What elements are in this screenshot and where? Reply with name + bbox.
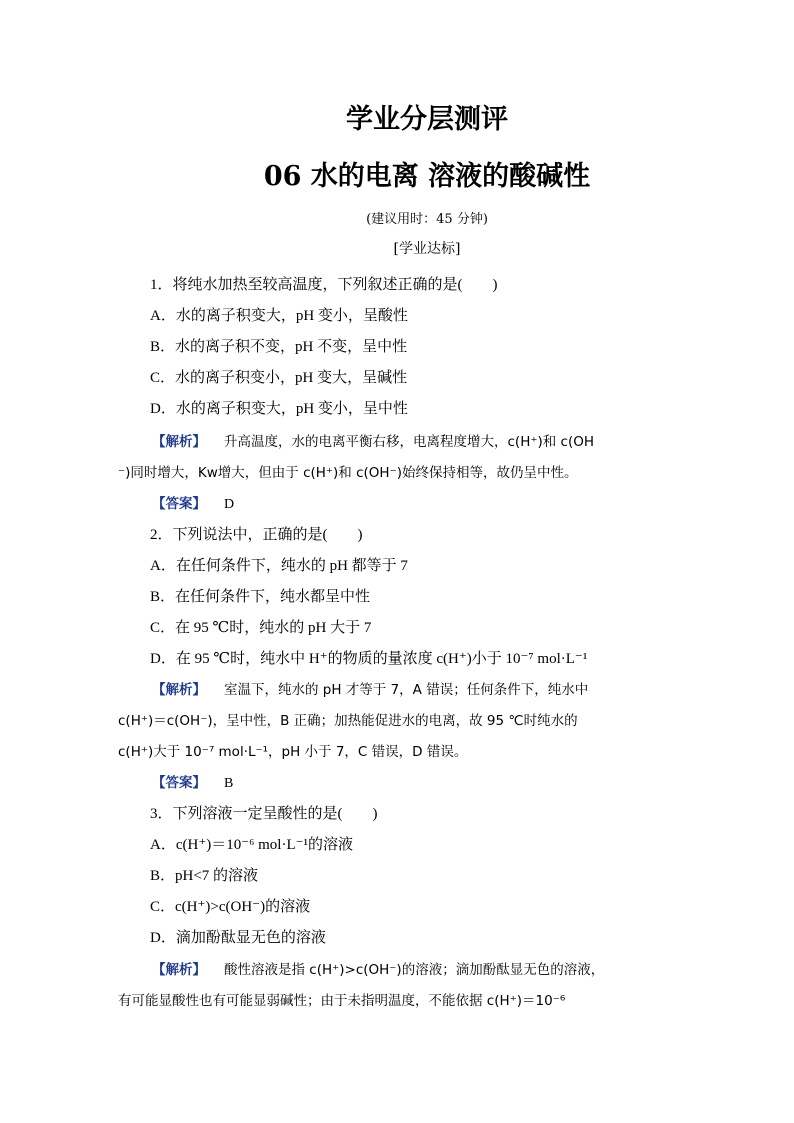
page-subtitle: 06 水的电离 溶液的酸碱性 (263, 161, 591, 192)
analysis-label: 【解析】 (152, 962, 206, 978)
question-2-option-a: A．在任何条件下，纯水的 pH 都等于 7 (150, 558, 408, 574)
question-3-analysis-cont: 有可能显酸性也有可能显弱碱性；由于未指明温度，不能依据 c(H⁺)＝10⁻⁶ (118, 993, 566, 1009)
analysis-text: 室温下，纯水的 pH 才等于 7，A 错误；任何条件下，纯水中 (224, 682, 589, 698)
question-2-analysis-cont-2: c(H⁺)大于 10⁻⁷ mol·L⁻¹，pH 小于 7，C 错误，D 错误。 (118, 744, 468, 760)
analysis-label: 【解析】 (152, 434, 206, 450)
question-2-stem: 2．下列说法中，正确的是( ) (150, 527, 363, 543)
answer-value: B (224, 776, 234, 791)
time-note: (建议用时：45 分钟) (366, 212, 488, 227)
question-1-option-d: D．水的离子积变大，pH 变小，呈中性 (150, 401, 408, 417)
answer-label: 【答案】 (152, 775, 206, 791)
answer-value: D (224, 497, 235, 512)
analysis-text: 升高温度，水的电离平衡右移，电离程度增大，c(H⁺)和 c(OH (224, 434, 594, 450)
question-1-option-a: A．水的离子积变大，pH 变小，呈酸性 (150, 308, 408, 324)
answer-label: 【答案】 (152, 496, 206, 512)
analysis-text: 酸性溶液是指 c(H⁺)>c(OH⁻)的溶液；滴加酚酞显无色的溶液， (224, 962, 605, 978)
question-2-option-d: D．在 95 ℃时，纯水中 H⁺的物质的量浓度 c(H⁺)小于 10⁻⁷ mol·L⁻¹ (150, 651, 588, 667)
question-2-analysis-cont-1: c(H⁺)＝c(OH⁻)，呈中性，B 正确；加热能促进水的电离，故 95 ℃时纯水的 (118, 713, 578, 729)
section-heading: [学业达标] (393, 241, 461, 257)
question-2-option-b: B．在任何条件下，纯水都呈中性 (150, 589, 371, 605)
question-1-option-b: B．水的离子积不变，pH 不变，呈中性 (150, 339, 408, 355)
question-1-stem: 1．将纯水加热至较高温度，下列叙述正确的是( ) (150, 277, 498, 293)
question-2-option-c: C．在 95 ℃时，纯水的 pH 大于 7 (150, 620, 372, 636)
question-2-answer (152, 771, 233, 792)
question-3-option-a: A．c(H⁺)＝10⁻⁶ mol·L⁻¹的溶液 (150, 837, 354, 853)
question-2-analysis (152, 678, 588, 698)
question-3-option-c: C．c(H⁺)>c(OH⁻)的溶液 (150, 899, 311, 915)
question-3-option-b: B．pH<7 的溶液 (150, 868, 259, 884)
question-1-option-c: C．水的离子积变小，pH 变大，呈碱性 (150, 370, 408, 386)
question-3-option-d: D．滴加酚酞显无色的溶液 (150, 930, 326, 946)
analysis-label: 【解析】 (152, 682, 206, 698)
question-1-analysis (152, 430, 594, 450)
question-3-stem: 3．下列溶液一定呈酸性的是( ) (150, 806, 378, 822)
page-title: 学业分层测评 (346, 104, 508, 135)
question-1-analysis-cont: ⁻)同时增大，Kw增大，但由于 c(H⁺)和 c(OH⁻)始终保持相等，故仍呈中性。 (118, 465, 578, 481)
question-1-answer (152, 492, 234, 513)
question-3-analysis (152, 958, 604, 978)
